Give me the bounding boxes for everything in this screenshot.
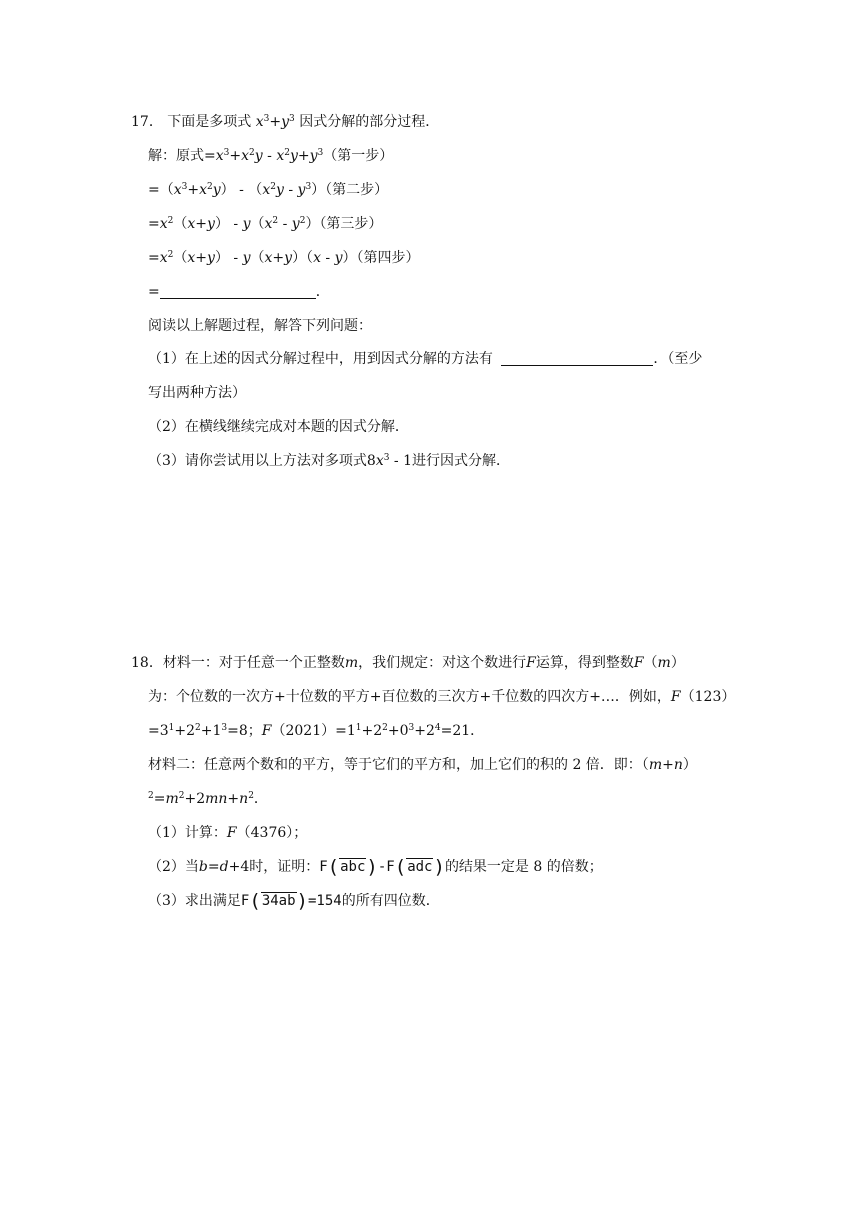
q17-step2: $=(x^3+x^2y) - (x^2y - y^3)$（第二步） — [148, 182, 389, 198]
q17-part1: （1）在上述的因式分解过程中，用到因式分解的方法有 ．（至少 — [148, 351, 703, 367]
q18-material2-line2: $^2=m^2+2mn+n^2$． — [148, 791, 268, 807]
methods-blank[interactable] — [501, 351, 653, 366]
q17-read-text: 阅读以上解题过程，解答下列问题： — [148, 318, 372, 334]
q18-part3: （3）求出满足F(34ab)=154的所有四位数． — [148, 890, 440, 912]
q18-part1: （1）计算：F（4376）； — [148, 825, 308, 841]
q18-part2: （2）当b=d+4时，证明：F(abc)-F(adc)的结果一定是 8 的倍数； — [148, 856, 603, 878]
q17-step4: $=x^2(x+y) - y(x+y)(x - y)$（第四步） — [148, 250, 420, 266]
q17-stem: 17． 下面是多项式 $x^3+y^3$ 因式分解的部分过程． — [131, 114, 440, 130]
q18-material2: 材料二：任意两个数和的平方，等于它们的平方和，加上它们的积的 2 倍．即：（m+n） — [148, 757, 697, 773]
answer-blank[interactable] — [160, 284, 316, 299]
q18-material1-line3: $=3^1+2^2+1^3=8$；$F(2021)=1^1+2^2+0^3+2^4=21$． — [148, 723, 485, 739]
q17-part3: （3）请你尝试用以上方法对多项式$8x^3 - 1$进行因式分解． — [148, 453, 511, 469]
q17-part1-cont: 写出两种方法） — [148, 385, 246, 401]
formula-abc-minus-adc: F(abc)-F(adc) — [319, 856, 445, 878]
q17-part2: （2）在横线继续完成对本题的因式分解． — [148, 419, 409, 435]
q17-step1: 解：原式$=x^3+x^2y - x^2y+y^3$（第一步） — [148, 148, 394, 164]
formula-f-34ab: F(34ab)=154 — [240, 890, 342, 912]
q17-step3: $=x^2(x+y) - y(x^2 - y^2)$（第三步） — [148, 216, 383, 232]
q18-material1-line2: 为：个位数的一次方+十位数的平方+百位数的三次方+千位数的四次方+…．例如，F（123） — [148, 689, 736, 705]
q17-answer-line: = ． — [148, 284, 330, 300]
q18-material1: 18．材料一：对于任意一个正整数m，我们规定：对这个数进行F运算，得到整数F（m） — [131, 655, 685, 671]
